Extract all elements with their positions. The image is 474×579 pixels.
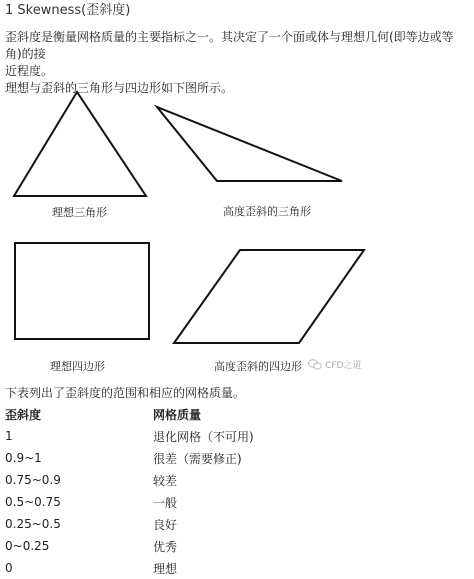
table-row <box>5 557 353 579</box>
header-quality: 网格质量 <box>153 407 202 422</box>
ideal-triangle-caption: 理想三角形 <box>52 206 107 219</box>
skewed-quad-caption: 高度歪斜的四边形 <box>214 360 302 373</box>
watermark <box>308 358 361 371</box>
quality-cell: 良好 <box>153 517 178 532</box>
quality-cell: 优秀 <box>153 539 178 554</box>
table-row <box>5 491 353 513</box>
skewness-cell: 0~0.25 <box>5 539 50 553</box>
quality-cell: 退化网格（不可用) <box>153 429 254 444</box>
skewness-cell: 1 <box>5 429 13 443</box>
ideal-triangle-shape <box>14 92 146 196</box>
header-skewness: 歪斜度 <box>5 407 42 422</box>
table-row <box>5 447 353 469</box>
table-row <box>5 513 353 535</box>
description-line-1: 歪斜度是衡量网格质量的主要指标之一。其决定了一个面或体与理想几何(即等边或等角)的接 <box>5 30 454 61</box>
description-line-2: 近程度。 <box>5 64 54 78</box>
skewness-cell: 0.9~1 <box>5 451 42 465</box>
table-intro: 下表列出了歪斜度的范围和相应的网格质量。 <box>5 386 246 400</box>
quality-cell: 很差（需要修正) <box>153 451 242 466</box>
quality-cell: 较差 <box>153 473 178 488</box>
quality-cell: 一般 <box>153 495 178 510</box>
skewed-quad-shape <box>174 250 364 343</box>
description-line-3: 理想与歪斜的三角形与四边形如下图所示。 <box>5 81 234 95</box>
table-row <box>5 469 353 491</box>
skewed-triangle-caption: 高度歪斜的三角形 <box>223 205 311 218</box>
watermark-text: CFD之道 <box>325 361 362 371</box>
skewness-cell: 0.25~0.5 <box>5 517 61 531</box>
skewness-cell: 0.5~0.75 <box>5 495 61 509</box>
skewed-triangle-shape <box>157 107 342 181</box>
quality-cell: 理想 <box>153 561 178 576</box>
ideal-quad-caption: 理想四边形 <box>50 360 105 373</box>
skewness-cell: 0 <box>5 561 13 575</box>
ideal-quad-shape <box>15 243 149 339</box>
table-row <box>5 535 353 557</box>
section-heading: 1 Skewness(歪斜度) <box>5 3 131 18</box>
skewness-quality-table <box>5 403 353 579</box>
wechat-logo-icon <box>308 359 322 370</box>
table-header-row <box>5 403 353 425</box>
table-row <box>5 425 353 447</box>
skewness-cell: 0.75~0.9 <box>5 473 61 487</box>
